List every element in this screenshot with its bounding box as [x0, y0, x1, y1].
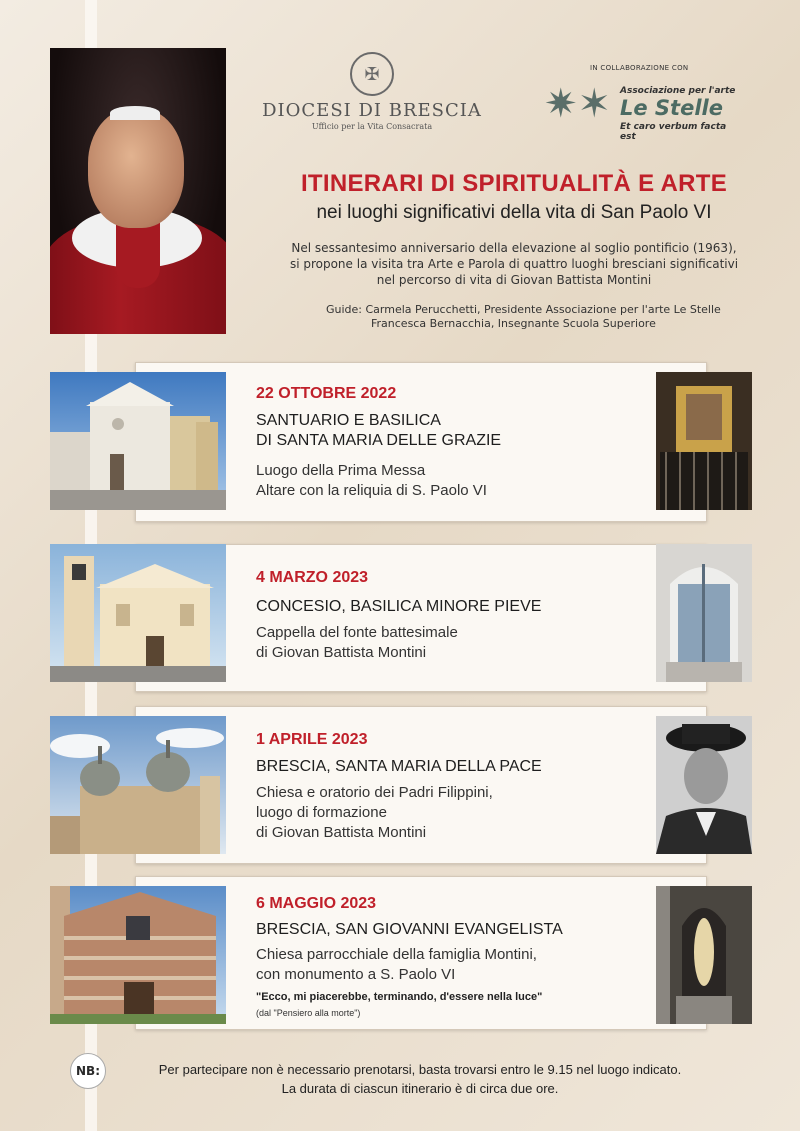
event-date: 1 APRILE 2023: [256, 731, 368, 748]
diocese-name: DIOCESI DI BRESCIA: [262, 100, 482, 121]
portrait-photo: [50, 48, 226, 334]
footer-line: Per partecipare non è necessario prenotarsi, basta trovarsi entro le 9.15 nel luogo indicato.: [158, 1062, 682, 1077]
stars-icon: ✷✶: [544, 81, 612, 127]
event-desc-line: di Giovan Battista Montini: [256, 824, 427, 841]
event-place-line: DI SANTA MARIA DELLE GRAZIE: [256, 432, 502, 449]
event-place: [256, 757, 542, 777]
assoc-motto: Et caro verbum facta est: [620, 122, 727, 142]
event-place-line: BRESCIA, SANTA MARIA DELLA PACE: [256, 758, 542, 775]
event-desc: [256, 783, 493, 843]
assoc-name: Le Stelle: [620, 96, 723, 120]
event-place-line: CONCESIO, BASILICA MINORE PIEVE: [256, 598, 542, 615]
church-photo: [50, 716, 226, 854]
page-subtitle: nei luoghi significativi della vita di San Paolo VI: [316, 202, 712, 223]
church-photo: [50, 544, 226, 682]
event-date: 6 MAGGIO 2023: [256, 895, 377, 912]
event-place: [256, 920, 563, 940]
event-place: [256, 597, 541, 617]
baptismal-font-photo: [656, 544, 752, 682]
event-place-line: BRESCIA, SAN GIOVANNI EVANGELISTA: [256, 921, 563, 938]
young-montini-photo: [656, 716, 752, 854]
event-desc-line: Chiesa parrocchiale della famiglia Montini,: [256, 946, 537, 963]
nb-badge: NB:: [70, 1053, 106, 1089]
event-desc: [256, 945, 537, 985]
le-stelle-logo: [544, 81, 744, 144]
diocese-office: Ufficio per la Vita Consacrata: [311, 122, 433, 131]
event-date: 22 OTTOBRE 2022: [256, 385, 397, 402]
intro-text: [244, 240, 784, 288]
diocese-logo: [262, 52, 482, 131]
event-desc-line: Cappella del fonte battesimale: [256, 624, 458, 641]
page-title: ITINERARI DI SPIRITUALITÀ E ARTE: [300, 170, 728, 197]
guides-text: [244, 303, 784, 331]
event-desc: [256, 623, 458, 663]
event-desc-line: Chiesa e oratorio dei Padri Filippini,: [256, 784, 493, 801]
intro-line: nel percorso di vita di Giovan Battista Montini: [376, 273, 652, 287]
quote-source: (dal "Pensiero alla morte"): [256, 1008, 361, 1018]
event-date: 4 MARZO 2023: [256, 569, 369, 586]
diocese-seal-icon: ✠: [350, 52, 394, 96]
guide-line: Francesca Bernacchia, Insegnante Scuola Superiore: [371, 317, 656, 330]
event-desc-line: con monumento a S. Paolo VI: [256, 966, 456, 983]
event-desc-line: Luogo della Prima Messa: [256, 462, 426, 479]
church-photo: [50, 372, 226, 510]
intro-line: Nel sessantesimo anniversario della elevazione al soglio pontificio (1963),: [291, 241, 737, 255]
event-desc-line: luogo di formazione: [256, 804, 387, 821]
event-place-line: SANTUARIO E BASILICA: [256, 412, 441, 429]
event-desc: [256, 461, 487, 501]
church-photo: [50, 886, 226, 1024]
monument-photo: [656, 886, 752, 1024]
quote-text: "Ecco, mi piacerebbe, terminando, d'essere nella luce": [256, 991, 543, 1003]
footer-line: La durata di ciascun itinerario è di circa due ore.: [281, 1081, 559, 1096]
event-place: [256, 411, 501, 451]
guide-line: Guide: Carmela Perucchetti, Presidente Associazione per l'arte Le Stelle: [326, 303, 721, 316]
footer-note: [110, 1060, 730, 1098]
assoc-label: Associazione per l'arte: [620, 86, 736, 96]
intro-line: si propone la visita tra Arte e Parola di quattro luoghi bresciani significativi: [289, 257, 739, 271]
altar-photo: [656, 372, 752, 510]
collab-label: IN COLLABORAZIONE CON: [590, 64, 689, 72]
event-desc-line: Altare con la reliquia di S. Paolo VI: [256, 482, 487, 499]
event-desc-line: di Giovan Battista Montini: [256, 644, 427, 661]
